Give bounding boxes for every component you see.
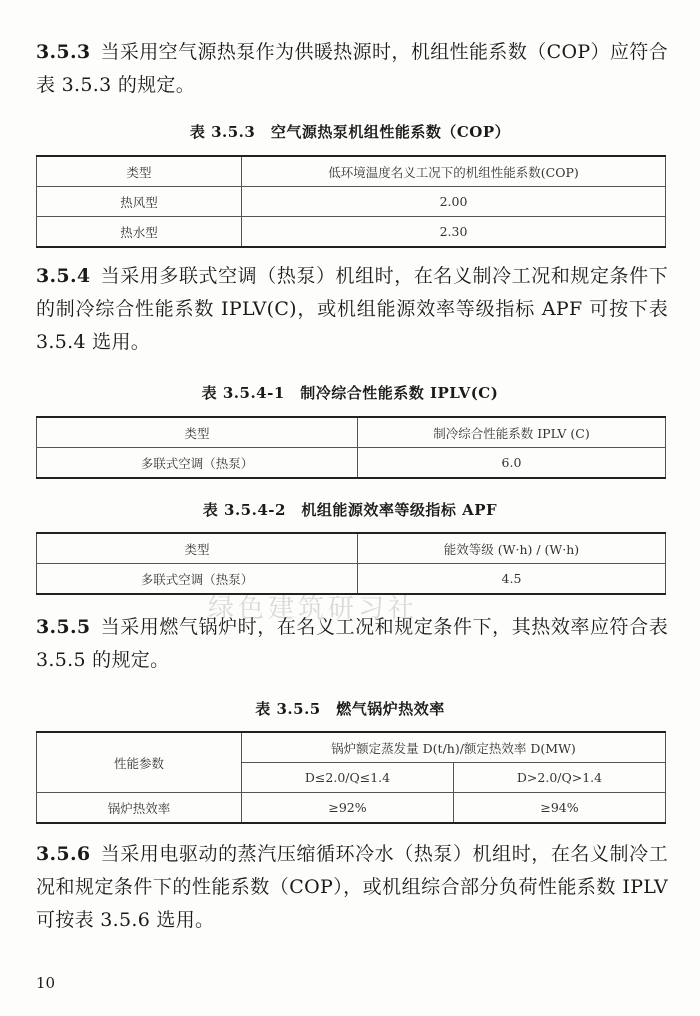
watermark: 绿色建筑研习社 (208, 594, 419, 624)
section-number: 3.5.6 (36, 843, 91, 865)
table-3-5-3-caption: 表 3.5.3 空气源热泵机组性能系数（COP） (189, 123, 511, 141)
page-number: 10 (36, 974, 56, 992)
table-cell: 4.5 (358, 564, 666, 595)
section-3-5-6 (36, 838, 668, 937)
section-text: 当采用多联式空调（热泵）机组时，在名义制冷工况和规定条件下的制冷综合性能系数 IPLV(C)，或机组能源效率等级指标 APF 可按下表 3.5.4 选用。 (36, 265, 668, 353)
header-cell: 能效等级 (W·h) / (W·h) (358, 533, 666, 564)
table-cell: 多联式空调（热泵） (37, 564, 358, 595)
header-cell: D>2.0/Q>1.4 (454, 763, 666, 793)
section-number: 3.5.3 (36, 41, 91, 63)
section-text: 当采用空气源热泵作为供暖热源时，机组性能系数（COP）应符合表 3.5.3 的规定。 (36, 41, 668, 96)
table-cell: 多联式空调（热泵） (37, 448, 358, 479)
table-3-5-5 (36, 731, 666, 824)
section-number: 3.5.4 (36, 265, 91, 287)
header-cell: 类型 (37, 156, 242, 187)
table-row (37, 187, 666, 217)
header-cell: 制冷综合性能系数 IPLV (C) (358, 417, 666, 448)
header-cell: 性能参数 (37, 732, 242, 793)
table-cell: 锅炉热效率 (37, 793, 242, 824)
table-cell: 2.00 (242, 187, 666, 217)
table-cell: ≥92% (242, 793, 454, 824)
header-cell: 低环境温度名义工况下的机组性能系数(COP) (242, 156, 666, 187)
table-3-5-4-1 (36, 416, 666, 479)
table-row (37, 793, 666, 824)
section-3-5-4 (36, 260, 668, 359)
table-3-5-5-caption: 表 3.5.5 燃气锅炉热效率 (255, 700, 445, 718)
header-cell: 类型 (37, 533, 358, 564)
header-cell: D≤2.0/Q≤1.4 (242, 763, 454, 793)
section-text: 当采用电驱动的蒸汽压缩循环冷水（热泵）机组时，在名义制冷工况和规定条件下的性能系数（COP），或机组综合部分负荷性能系数 IPLV 可按表 3.5.6 选用。 (36, 843, 668, 931)
table-cell: 热风型 (37, 187, 242, 217)
section-3-5-5 (36, 611, 668, 677)
table-header-row (37, 156, 666, 187)
table-header-row (37, 417, 666, 448)
table-3-5-4-2-caption: 表 3.5.4-2 机组能源效率等级指标 APF (202, 501, 498, 519)
section-3-5-3 (36, 36, 668, 102)
table-row (37, 217, 666, 248)
table-row (37, 448, 666, 479)
section-number: 3.5.5 (36, 616, 91, 638)
header-cell: 锅炉额定蒸发量 D(t/h)/额定热效率 D(MW) (242, 732, 666, 763)
table-cell: 6.0 (358, 448, 666, 479)
table-cell: ≥94% (454, 793, 666, 824)
table-3-5-4-2 (36, 532, 666, 595)
table-cell: 2.30 (242, 217, 666, 248)
section-text: 当采用燃气锅炉时，在名义工况和规定条件下，其热效率应符合表 3.5.5 的规定。 (36, 616, 668, 671)
table-header-row (37, 732, 666, 763)
header-cell: 类型 (37, 417, 358, 448)
table-3-5-4-1-caption: 表 3.5.4-1 制冷综合性能系数 IPLV(C) (201, 384, 499, 402)
table-header-row (37, 533, 666, 564)
table-3-5-3 (36, 155, 666, 248)
table-cell: 热水型 (37, 217, 242, 248)
